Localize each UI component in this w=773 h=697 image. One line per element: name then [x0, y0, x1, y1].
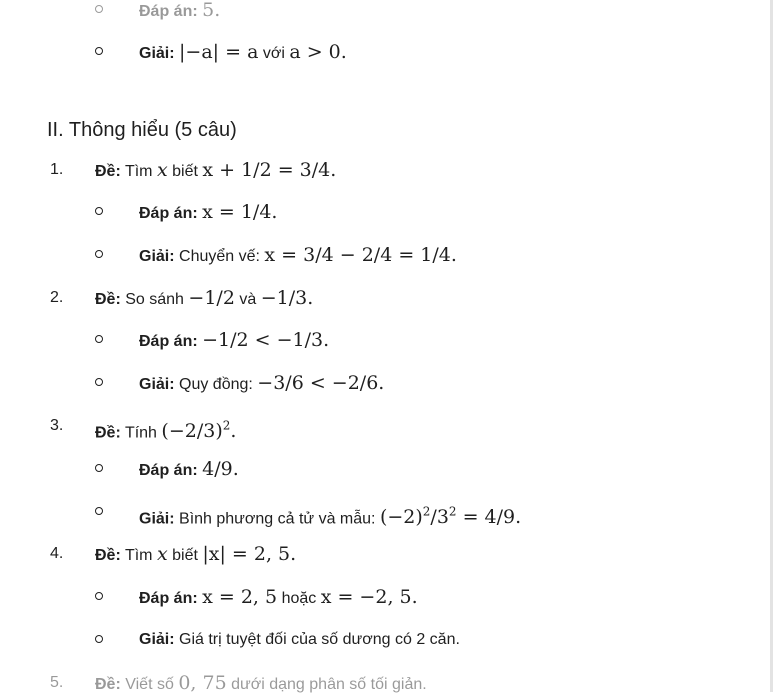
bullet-icon — [95, 47, 103, 55]
question-math: x + 1/2 = 3/4. — [202, 159, 337, 181]
question-number: 3. — [50, 417, 64, 434]
solution-text: Giá trị tuyệt đối của số dương có 2 căn. — [179, 631, 460, 648]
question-math: |x| = 2, 5. — [202, 543, 297, 565]
solution-label: Giải: — [139, 248, 175, 265]
answer-math: x = 1/4. — [202, 201, 278, 223]
answer-math: 5. — [202, 0, 221, 21]
solution-math: $(-2)^2/3^2 = 4/9$. — [379, 505, 522, 529]
answer-label: Đáp án: — [139, 205, 198, 222]
bullet-icon — [95, 207, 103, 215]
solution-math: −3/6 < −2/6. — [257, 372, 385, 394]
solution-math: x = 3/4 − 2/4 = 1/4. — [264, 244, 457, 266]
question-label: Đề: — [95, 291, 121, 308]
bullet-icon — [95, 464, 103, 472]
question-number: 4. — [50, 545, 64, 562]
solution-math-2: a > 0. — [289, 41, 347, 63]
section-heading: II. Thông hiểu (5 câu) — [47, 119, 237, 141]
question-label: Đề: — [95, 424, 121, 442]
question-label: Đề: — [95, 676, 121, 693]
bullet-icon — [95, 378, 103, 386]
solution-text: với — [262, 45, 285, 62]
answer-math: −1/2 < −1/3. — [202, 329, 330, 351]
question-number: 5. — [50, 674, 64, 691]
solution-label: Giải: — [139, 376, 175, 393]
solution-math: |−a| = a — [179, 41, 259, 63]
solution-label: Giải: — [139, 45, 175, 62]
solution-label: Giải: — [139, 510, 175, 528]
bullet-icon — [95, 635, 103, 643]
bullet-icon — [95, 507, 103, 515]
solution-text: Chuyển vế: — [179, 248, 260, 265]
bullet-icon — [95, 592, 103, 600]
answer-math: 4/9. — [202, 458, 239, 480]
answer-math: x = 2, 5 — [202, 586, 278, 608]
question-label: Đề: — [95, 547, 121, 564]
question-number: 2. — [50, 289, 64, 306]
answer-label: Đáp án: — [139, 333, 198, 350]
solution-text: Bình phương cả tử và mẫu: — [179, 510, 376, 528]
answer-label: Đáp án: — [139, 462, 198, 479]
question-label: Đề: — [95, 163, 121, 180]
answer-math-2: x = −2, 5. — [320, 586, 418, 608]
bullet-icon — [95, 5, 103, 13]
question-number: 1. — [50, 161, 64, 178]
solution-label: Giải: — [139, 631, 175, 648]
bullet-icon — [95, 335, 103, 343]
document-page: Đáp án: 5. Giải: |−a| = a với a > 0. II. Thông hiểu (5 câu) 1. Đề: Tìm x biết x + 1/2 = 3/4. Đáp án: x = 1/4. Giải: Chuyển vế: x = 3/4 − 2/4 = 1/4. 2. Đề: So sánh −1/2 và −1/3. Đáp án: −1/2 < −1/3. Giải: Quy đồng: −3/6 < −2/6. 3. Đề: Tính $(-2/3)^2$. Đáp án: 4/9. Giải: Bình phương cả tử và mẫu: $(-2)^2/3^2 = 4/9$. 4. Đề: Tìm x biết |x| = 2, 5. Đáp án: x = 2, 5 hoặc x = −2, 5. Giải: Giá trị tuyệt đối của số dương có 2 căn. 5. Đề: Viết số 0, 75 dưới dạng phân số tối giản. — [0, 0, 773, 692]
bullet-icon — [95, 250, 103, 258]
answer-text: hoặc — [281, 590, 317, 607]
solution-text: Quy đồng: — [179, 376, 253, 393]
answer-label: Đáp án: — [139, 3, 198, 20]
answer-label: Đáp án: — [139, 590, 198, 607]
